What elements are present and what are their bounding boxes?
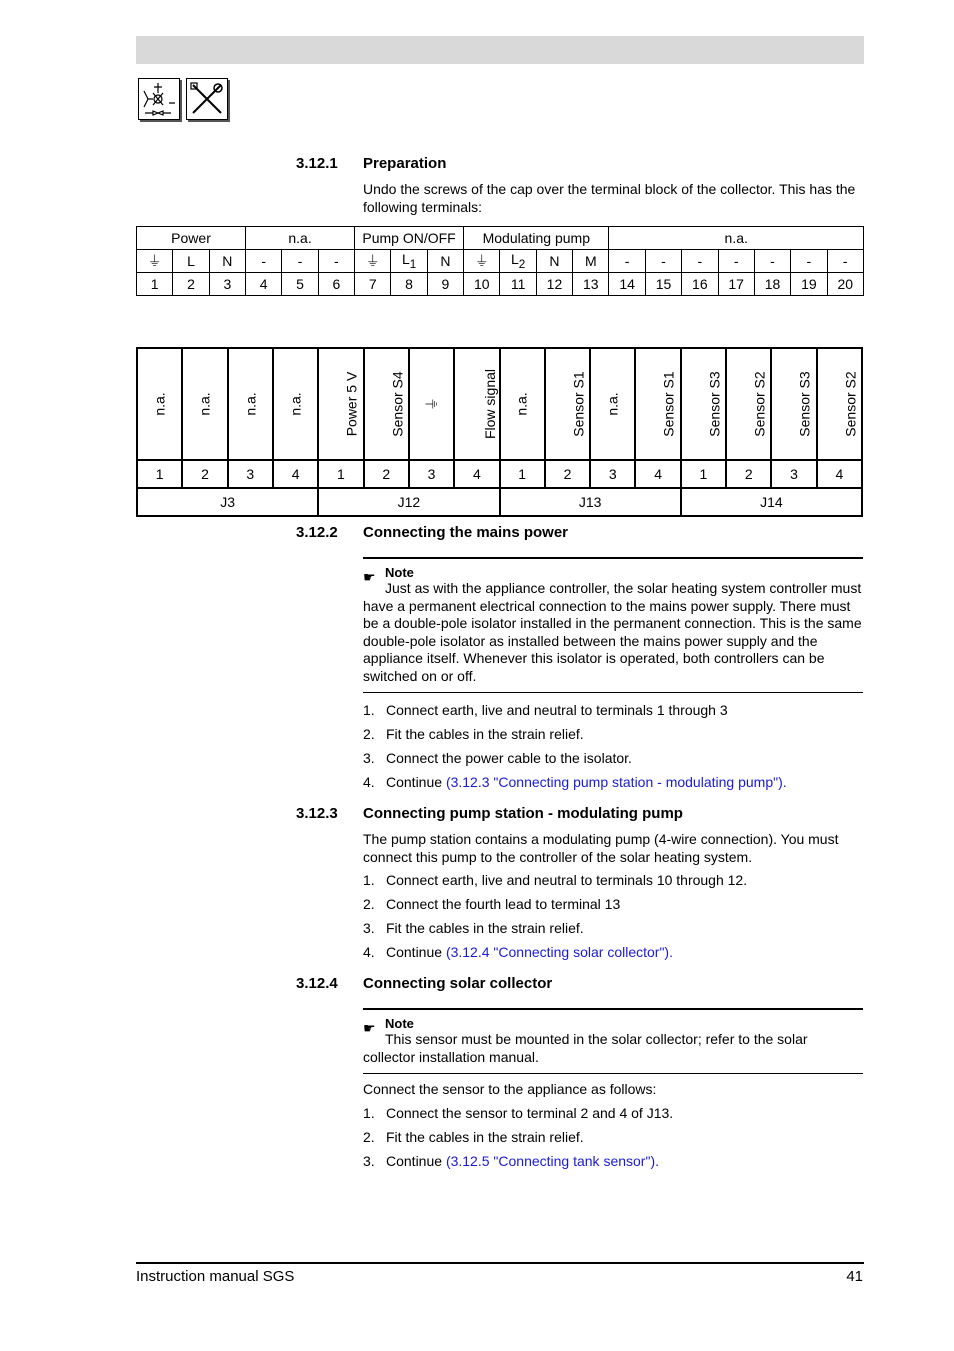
connector-pin-label	[454, 348, 499, 460]
terminal-label	[173, 250, 209, 273]
terminal-label	[209, 250, 245, 273]
connector-name: J3	[137, 488, 318, 516]
valve-schematic-icon	[138, 78, 180, 120]
connector-pin-number: 1	[318, 460, 363, 488]
terminal-number: 19	[791, 273, 827, 296]
terminal-number: 18	[754, 273, 790, 296]
pin-label-text: Flow signal	[482, 368, 499, 440]
list-item	[363, 698, 863, 722]
terminal-number: 1	[137, 273, 173, 296]
terminal-symbol: N	[222, 253, 233, 269]
terminal-symbol: ⏚	[147, 253, 162, 269]
tools-icon	[186, 78, 228, 120]
connector-pin-label	[726, 348, 771, 460]
pin-label-text: n.a.	[604, 392, 621, 416]
cross-reference-link[interactable]: (3.12.3 "Connecting pump station - modulating pump").	[445, 774, 787, 790]
terminal-number: 12	[536, 273, 572, 296]
terminal-symbol: -	[733, 253, 739, 269]
pin-label-text: Sensor S4	[389, 371, 406, 437]
note-text: This sensor must be mounted in the solar collector; refer to the solar collector installation manual.	[363, 1031, 808, 1065]
connector-name: J14	[681, 488, 862, 516]
pin-label-text: Sensor S1	[570, 371, 587, 437]
section-number: 3.12.1	[296, 155, 338, 172]
terminal-number: 16	[682, 273, 718, 296]
terminal-number: 14	[609, 273, 645, 296]
terminal-symbol: -	[661, 253, 666, 269]
terminal-label	[573, 250, 609, 273]
terminal-symbol: -	[697, 253, 703, 269]
note-title: Note	[385, 565, 414, 580]
list-item	[363, 770, 863, 794]
terminal-label	[355, 250, 391, 273]
step-text: Connect the sensor to terminal 2 and 4 of J13.	[386, 1105, 674, 1121]
terminal-label	[246, 250, 282, 273]
sensor-intro: Connect the sensor to the appliance as follows:	[363, 1081, 657, 1097]
terminal-subscript: 2	[518, 257, 526, 271]
group-header: Pump ON/OFF	[355, 227, 464, 250]
terminal-label	[500, 250, 536, 273]
terminal-symbol: N	[549, 253, 560, 269]
step-text: Fit the cables in the strain relief.	[386, 1129, 584, 1145]
terminal-number: 2	[173, 273, 209, 296]
terminal-label	[609, 250, 645, 273]
group-header: n.a.	[246, 227, 355, 250]
group-header: Modulating pump	[464, 227, 609, 250]
connector-pin-label	[817, 348, 862, 460]
connector-pin-number: 2	[545, 460, 590, 488]
terminal-number: 10	[464, 273, 500, 296]
step-text-part: Continue	[386, 774, 446, 790]
terminal-label	[391, 250, 427, 273]
pin-label-text: Power 5 V	[343, 371, 360, 437]
connector-pin-label	[681, 348, 726, 460]
connector-pin-number: 3	[409, 460, 454, 488]
hand-pointer-icon: ☛	[363, 1020, 376, 1036]
terminal-number: 5	[282, 273, 318, 296]
note-title: Note	[385, 1016, 414, 1031]
connector-pin-number: 3	[771, 460, 816, 488]
pin-label-text: Sensor S3	[797, 371, 814, 437]
note-body	[363, 1031, 863, 1066]
terminal-label	[791, 250, 827, 273]
step-number: 1.	[363, 872, 375, 888]
terminal-number: 17	[718, 273, 754, 296]
terminal-number: 11	[500, 273, 536, 296]
terminal-symbol: -	[261, 253, 267, 269]
pin-label-text: Sensor S1	[661, 371, 678, 437]
connector-pin-label	[228, 348, 273, 460]
terminal-symbol: -	[770, 253, 775, 269]
connector-pin-number: 2	[364, 460, 409, 488]
terminal-symbol: ⏚	[474, 253, 489, 269]
step-text	[386, 940, 673, 964]
note-box	[363, 557, 863, 693]
pin-label-text: ⏚	[423, 397, 440, 411]
connector-pin-number: 4	[635, 460, 680, 488]
terminal-number: 3	[209, 273, 245, 296]
terminal-symbol: -	[806, 253, 812, 269]
terminal-symbol: L	[510, 251, 519, 268]
list-item	[363, 1101, 863, 1125]
pin-label-text: n.a.	[242, 392, 259, 416]
section-title: Connecting solar collector	[363, 975, 553, 992]
note-text: Just as with the appliance controller, the solar heating system controller must have a permanent electrical connection to the mains power supply. There must be a double-pole isolator installed in the permanent connection. This is the same double-pole isolator as installed between the mains power supply and the appliance itself. Whenever this isolator is operated, both controllers can be switched on or off.	[363, 580, 862, 684]
terminal-group-row	[137, 227, 864, 250]
list-item	[363, 1149, 863, 1173]
terminal-symbol: N	[440, 253, 451, 269]
step-number: 4.	[363, 944, 375, 960]
list-item	[363, 746, 863, 770]
footer-rule	[136, 1262, 864, 1264]
pin-label-text: n.a.	[151, 392, 168, 416]
step-text: Connect the power cable to the isolator.	[386, 750, 632, 766]
terminal-number: 15	[645, 273, 681, 296]
connector-pin-number: 4	[273, 460, 318, 488]
note-body	[363, 580, 863, 685]
step-text	[386, 770, 787, 794]
terminal-subscript: 1	[409, 257, 417, 271]
terminal-number-row	[137, 273, 864, 296]
footer-title: Instruction manual SGS	[136, 1268, 295, 1285]
connector-pin-number: 1	[681, 460, 726, 488]
terminal-label-row	[137, 250, 864, 273]
terminal-symbol: M	[584, 253, 597, 269]
terminal-label	[137, 250, 173, 273]
connector-pin-number: 4	[817, 460, 862, 488]
step-number: 3.	[363, 1153, 375, 1169]
pump-intro: The pump station contains a modulating pump (4-wire connection). You must connect this pump to the controller of the solar heating system.	[363, 831, 839, 865]
list-item	[363, 722, 863, 746]
terminal-symbol: L	[187, 253, 195, 269]
connector-pin-label	[545, 348, 590, 460]
terminal-label	[536, 250, 572, 273]
terminal-label	[682, 250, 718, 273]
terminal-symbol: -	[624, 253, 630, 269]
terminal-number: 9	[427, 273, 463, 296]
pin-label-text: Sensor S2	[751, 371, 768, 437]
terminal-number: 4	[246, 273, 282, 296]
connector-name-row	[137, 488, 862, 516]
connector-pin-number: 4	[454, 460, 499, 488]
terminal-label	[718, 250, 754, 273]
step-text: Fit the cables in the strain relief.	[386, 726, 584, 742]
connector-pin-label	[364, 348, 409, 460]
connector-pin-label	[182, 348, 227, 460]
terminal-number: 13	[573, 273, 609, 296]
section-number: 3.12.2	[296, 524, 338, 541]
terminal-number: 6	[318, 273, 354, 296]
terminal-label	[754, 250, 790, 273]
step-text: Connect earth, live and neutral to terminals 10 through 12.	[386, 872, 748, 888]
terminal-number: 20	[827, 273, 863, 296]
section-number: 3.12.3	[296, 805, 338, 822]
pin-label-text: Sensor S2	[842, 371, 859, 437]
section-number: 3.12.4	[296, 975, 338, 992]
step-number: 4.	[363, 774, 375, 790]
note-box	[363, 1008, 863, 1074]
section-title: Connecting the mains power	[363, 524, 569, 541]
connector-pin-number: 3	[228, 460, 273, 488]
steps-list-mains	[363, 698, 863, 794]
step-text	[386, 1149, 659, 1173]
pin-label-text: n.a.	[287, 392, 304, 416]
steps-list-sensor	[363, 1101, 863, 1173]
connector-number-row	[137, 460, 862, 488]
terminal-table	[136, 226, 864, 296]
group-header: n.a.	[609, 227, 864, 250]
pin-label-text: n.a.	[196, 392, 213, 416]
connector-pin-label	[771, 348, 816, 460]
chapter-icons	[138, 78, 228, 120]
page-number: 41	[846, 1268, 863, 1285]
hand-pointer-icon: ☛	[363, 569, 376, 585]
step-number: 3.	[363, 920, 375, 936]
terminal-label	[464, 250, 500, 273]
step-text: Connect earth, live and neutral to terminals 1 through 3	[386, 702, 728, 718]
step-number: 1.	[363, 1105, 375, 1121]
step-number: 2.	[363, 896, 375, 912]
terminal-label	[318, 250, 354, 273]
connector-name: J13	[500, 488, 681, 516]
connector-pin-number: 2	[726, 460, 771, 488]
connector-pin-label	[500, 348, 545, 460]
step-number: 2.	[363, 726, 375, 742]
connector-pin-number: 3	[590, 460, 635, 488]
preparation-intro: Undo the screws of the cap over the terminal block of the collector. This has the following terminals:	[363, 181, 856, 215]
terminal-number: 8	[391, 273, 427, 296]
terminal-label	[427, 250, 463, 273]
list-item	[363, 916, 863, 940]
terminal-symbol: -	[842, 253, 848, 269]
terminal-symbol: -	[334, 253, 339, 269]
connector-pin-label	[273, 348, 318, 460]
connector-pin-number: 1	[137, 460, 182, 488]
step-text-part: Continue	[386, 944, 446, 960]
terminal-label	[827, 250, 863, 273]
connector-pin-label	[318, 348, 363, 460]
step-text: Connect the fourth lead to terminal 13	[386, 896, 621, 912]
terminal-symbol: ⏚	[365, 253, 380, 269]
list-item	[363, 1125, 863, 1149]
connector-pin-label	[635, 348, 680, 460]
step-text-part: Continue	[386, 1153, 446, 1169]
section-title: Connecting pump station - modulating pump	[363, 805, 683, 822]
step-number: 1.	[363, 702, 375, 718]
step-text: Fit the cables in the strain relief.	[386, 920, 584, 936]
terminal-number: 7	[355, 273, 391, 296]
group-header: Power	[137, 227, 246, 250]
cross-reference-link[interactable]: (3.12.4 "Connecting solar collector").	[445, 944, 673, 960]
connector-name: J12	[318, 488, 499, 516]
terminal-symbol: L	[401, 251, 410, 268]
cross-reference-link[interactable]: (3.12.5 "Connecting tank sensor").	[445, 1153, 659, 1169]
steps-list-pump	[363, 868, 863, 964]
connector-table	[136, 347, 863, 517]
section-title: Preparation	[363, 155, 447, 172]
connector-pin-number: 2	[182, 460, 227, 488]
pin-label-text: Sensor S3	[706, 371, 723, 437]
terminal-symbol: -	[297, 253, 303, 269]
list-item	[363, 892, 863, 916]
terminal-label	[645, 250, 681, 273]
list-item	[363, 940, 863, 964]
header-band	[136, 36, 864, 64]
pin-label-text: n.a.	[514, 392, 531, 416]
connector-pin-label	[409, 348, 454, 460]
terminal-label	[282, 250, 318, 273]
step-number: 3.	[363, 750, 375, 766]
connector-label-row	[137, 348, 862, 460]
list-item	[363, 868, 863, 892]
connector-pin-number: 1	[500, 460, 545, 488]
connector-pin-label	[137, 348, 182, 460]
step-number: 2.	[363, 1129, 375, 1145]
connector-pin-label	[590, 348, 635, 460]
